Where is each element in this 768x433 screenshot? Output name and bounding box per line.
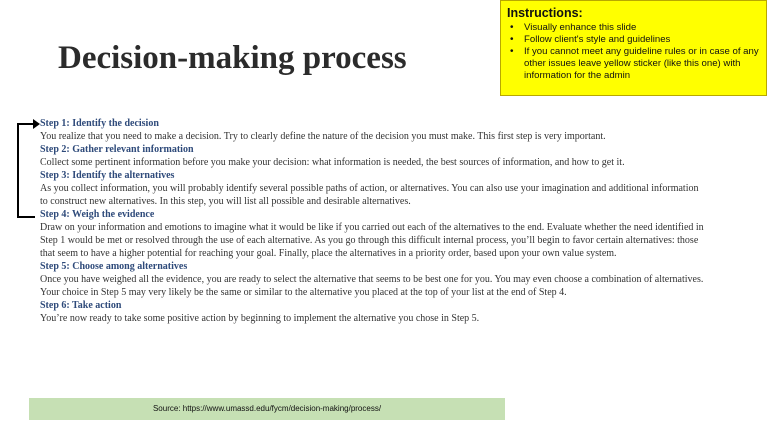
arrowhead-icon	[33, 119, 40, 129]
step-6-text: You’re now ready to take some positive action by beginning to implement the alternative you chose in Step 5.	[40, 313, 480, 324]
step-3-heading: Step 3: Identify the alternatives	[40, 170, 175, 181]
sticker-heading: Instructions:	[507, 6, 583, 20]
sticker-item: • Follow client's style and guidelines	[524, 34, 760, 46]
source-bar	[29, 398, 505, 420]
steps-list	[40, 117, 708, 325]
sticker-item: • If you cannot meet any guideline rules or in case of any other issues leave yellow sticker (like this one) with information for the admin	[524, 46, 760, 82]
slide-title: Decision-making process	[58, 40, 407, 76]
step-2-heading: Step 2: Gather relevant information	[40, 144, 194, 155]
loop-bracket-arrow	[17, 123, 35, 218]
instructions-sticker	[500, 0, 767, 96]
step-1-text: You realize that you need to make a decision. Try to clearly define the nature of the decision you must make. This first step is very important.	[40, 131, 606, 142]
step-4-text: Draw on your information and emotions to imagine what it would be like if you carried out each of the alternatives to the end. Evaluate whether the need identified in Step 1 would be met or resolved through the use of each alternative. As you go through this difficult internal process, you’ll begin to favor certain alternatives: those that seem to have a higher potential for reaching your goal. Finally, place the alternatives in a priority order, based upon your own value system.	[40, 222, 704, 259]
step-3-text: As you collect information, you will probably identify several possible paths of action, or alternatives. You can also use your imagination and additional information to construct new alternatives. In this step, you will list all possible and desirable alternatives.	[40, 183, 699, 207]
step-4-heading: Step 4: Weigh the evidence	[40, 209, 155, 220]
step-2-text: Collect some pertinent information before you make your decision: what information is needed, the best sources of information, and how to get it.	[40, 157, 625, 168]
source-text: Source: https://www.umassd.edu/fycm/decision-making/process/	[152, 404, 382, 413]
sticker-item: • Visually enhance this slide	[524, 22, 760, 34]
step-1-heading: Step 1: Identify the decision	[40, 118, 159, 129]
step-6-heading: Step 6: Take action	[40, 300, 122, 311]
step-5-heading: Step 5: Choose among alternatives	[40, 261, 188, 272]
sticker-list	[507, 22, 760, 82]
step-5-text: Once you have weighed all the evidence, you are ready to select the alternative that seems to be best one for you. You may even choose a combination of alternatives. Your choice in Step 5 may very likely be the same or similar to the alternative you placed at the top of your list at the end of Step 4.	[40, 274, 704, 298]
